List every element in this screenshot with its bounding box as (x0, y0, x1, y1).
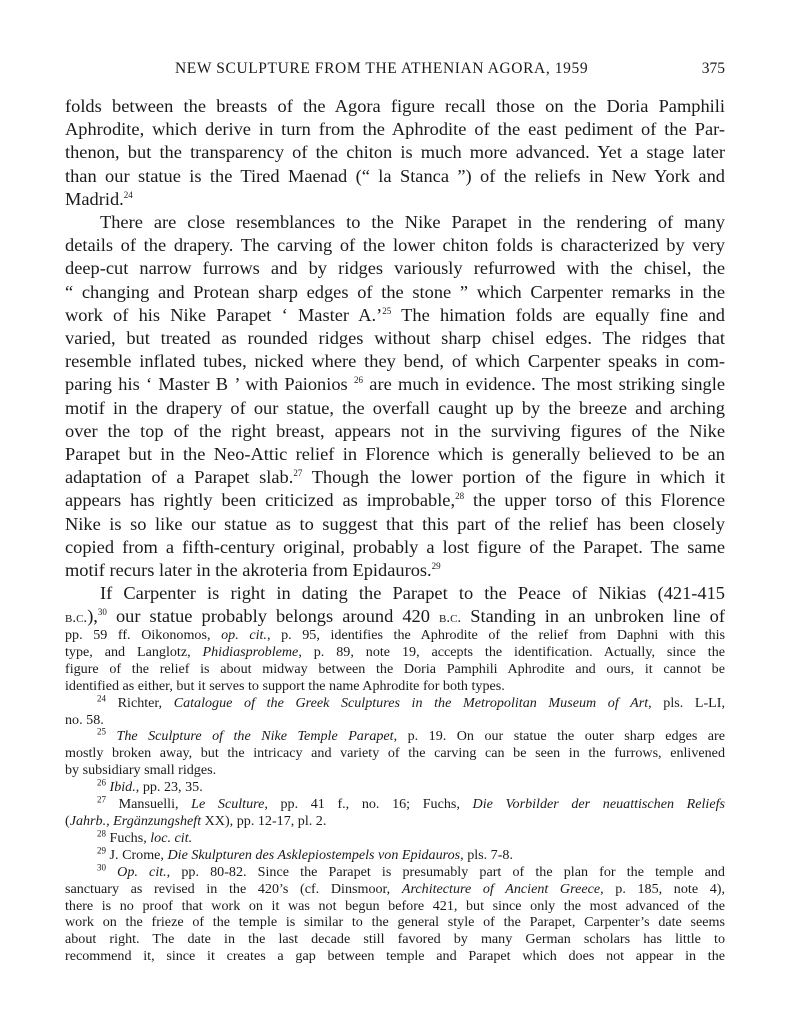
text-line: b.c.),$^{30}$ our statue probably belongs around 420 b.c. Standing in an unbroken line of (65, 606, 725, 627)
main-text (65, 95, 725, 631)
footnote-ref[interactable]: 30 (97, 607, 107, 618)
text-run: paring his ‘ Master B ’ with Paionios (65, 374, 348, 395)
running-title: NEW SCULPTURE FROM THE ATHENIAN AGORA, 1959 (175, 60, 589, 77)
text-line: figure of the relief is about midway between the Doria Pamphili Aphrodite and ours, it cannot be (65, 660, 725, 677)
footnote-27 (65, 796, 725, 830)
text-run: Though the lower portion of the figure in which it (311, 467, 725, 488)
text-run: Die Skulpturen des Asklepiostempels von Epidauros (167, 846, 461, 863)
text-run: , p. 95, identifies the Aphrodite of the relief from Daphni with this (266, 627, 725, 643)
text-line (65, 373, 725, 396)
footnote-number: 27 (97, 794, 106, 805)
text-run: are much in evidence. The most striking single (369, 374, 725, 395)
text-run: Op. cit. (117, 863, 167, 880)
text-line: Parapet but in the Neo-Attic relief in Florence which is generally believed to be an (65, 444, 725, 465)
footnote-number: 28 (97, 828, 106, 839)
text-run: , p. 185, note 4), (600, 880, 725, 897)
text-line: copied from a fifth-century original, probably a lost figure of the Parapet. The same (65, 536, 725, 557)
footnote-number: 30 (97, 862, 106, 872)
text-line: motif in the drapery of our statue, the overfall caught up by the breeze and arching (65, 397, 725, 418)
text-run: XX), pp. 12-17, pl. 2. (201, 812, 327, 829)
text-line (65, 813, 725, 830)
text-run: work of his Nike Parapet ‘ Master A.’ (65, 304, 383, 325)
text-run: Richter, (117, 694, 174, 711)
paragraph-1 (65, 95, 725, 211)
text-line: “ changing and Protean sharp edges of the stone ” which Carpenter remarks in the (65, 281, 725, 302)
text-line (65, 830, 725, 847)
text-line: There are close resemblances to the Nike Parapet in the rendering of many (100, 212, 725, 233)
text-line (65, 627, 725, 644)
text-line: folds between the breasts of the Agora figure recall those on the Doria Pamphili (65, 96, 725, 116)
footnote-ref[interactable]: 26 (354, 375, 363, 386)
text-run: b.c. (65, 610, 88, 627)
text-run: appears has rightly been criticized as improbable, (65, 490, 456, 511)
text-line: work on the frieze of the temple is similar to the general style of the Parapet, Carpenter’s date seems (65, 914, 725, 931)
text-run: the upper torso of this Florence (473, 490, 725, 511)
running-header (65, 60, 725, 82)
text-run: , pls. L-LI, (648, 694, 725, 711)
text-run: , p. 89, note 19, accepts the identification. Actually, since the (298, 643, 726, 660)
text-line: identified as either, but it serves to support the name Aphrodite for both types. (65, 677, 505, 694)
text-run: adaptation of a Parapet slab. (65, 467, 294, 488)
paragraph-3 (65, 582, 725, 630)
footnote-30 (65, 864, 725, 965)
footnote-continuation (65, 627, 725, 695)
text-run: Catalogue of the Greek Sculptures in the Metropolitan Museum of Art (173, 694, 649, 711)
text-run: Mansuelli, (118, 796, 192, 813)
footnote-number: 25 (97, 726, 106, 737)
text-line: about right. The date in the last decade still favored by many German scholars has little to (65, 931, 725, 948)
paragraph-2 (65, 211, 725, 582)
text-line: no. 58. (65, 711, 104, 728)
text-run: ( (65, 812, 70, 829)
text-run: J. Crome, (109, 846, 168, 863)
text-line (65, 779, 725, 796)
text-line: thenon, but the transparency of the chiton is much more advanced. Yet a stage later (65, 142, 725, 163)
text-line: details of the drapery. The carving of the lower chiton folds is characterized by very (65, 235, 725, 256)
text-line (65, 864, 725, 881)
text-run: b.c. (439, 610, 462, 627)
text-line (65, 304, 725, 327)
footnote-number: 24 (97, 692, 106, 703)
text-run: Architecture of Ancient Greece (401, 880, 601, 897)
footnote-ref[interactable]: 29 (431, 560, 441, 571)
footnote-26 (65, 779, 725, 796)
text-line: varied, but treated as rounded ridges without sharp chisel edges. The ridges that (65, 328, 725, 349)
footnote-28 (65, 830, 725, 847)
text-run: our statue probably belongs around 420 (115, 606, 430, 627)
text-line (65, 796, 725, 813)
footnote-24 (65, 692, 725, 729)
text-line (65, 847, 725, 864)
text-run: pp. 59 ff. Oikonomos, (65, 627, 222, 643)
text-run: op. cit. (221, 627, 267, 643)
text-line: If Carpenter is right in dating the Parapet to the Peace of Nikias (421-415 (100, 583, 725, 604)
text-run: The himation folds are equally fine and (401, 304, 725, 325)
text-run: , pls. 7-8. (460, 846, 513, 863)
page-number: 375 (701, 60, 725, 77)
text-line (65, 644, 725, 661)
text-line (65, 559, 725, 582)
text-run: , pp. 23, 35. (135, 779, 203, 796)
text-run: sanctuary as revised in the 420’s (cf. Dinsmoor, (65, 880, 402, 897)
text-line (65, 728, 725, 745)
text-line (65, 466, 725, 489)
text-line: there is no proof that work on it was not begun before 421, but since only the most advanced of the (65, 897, 725, 914)
footnote-25 (65, 728, 725, 779)
text-run: Die Vorbilder der neuattischen Reliefs (472, 796, 726, 813)
text-line: by subsidiary small ridges. (65, 762, 217, 779)
footnotes (65, 627, 725, 965)
text-line: recommend it, since it creates a gap between temple and Parapet which does not appear in the (65, 948, 725, 965)
text-line (65, 692, 725, 712)
text-run: Le Sculture (191, 796, 265, 813)
text-line: Nike is so like our statue as to suggest that this part of the relief has been closely (65, 513, 725, 534)
text-run: motif recurs later in the akroteria from Epidauros. (65, 560, 432, 581)
text-run: Fuchs, (109, 829, 151, 846)
text-run: , pp. 41 f., no. 16; Fuchs, (264, 796, 473, 813)
text-line (65, 188, 725, 211)
footnote-ref[interactable]: 28 (455, 491, 465, 502)
text-line (65, 489, 725, 512)
text-run: The Sculpture of the Nike Temple Parapet (116, 728, 394, 745)
text-run: , pp. 80-82. Since the Parapet is presumably part of the plan for the temple and (166, 863, 725, 880)
text-run: Jahrb., Ergänzungsheft (69, 812, 202, 829)
footnote-ref[interactable]: 24 (123, 189, 133, 200)
footnote-ref[interactable]: 27 (293, 468, 303, 479)
footnote-ref[interactable]: 25 (382, 305, 392, 316)
footnote-number: 26 (97, 777, 106, 788)
footnote-29 (65, 847, 725, 864)
text-line: deep-cut narrow furrows and by ridges variously refurrowed with the chisel, the (65, 258, 725, 279)
text-run: Ibid. (109, 779, 136, 796)
text-run: type, and Langlotz, (65, 643, 203, 660)
text-line: resemble inflated tubes, nicked where they bend, of which Carpenter speaks in com- (65, 351, 725, 372)
text-run: Phidiasprobleme (202, 643, 299, 660)
text-run: Madrid. (65, 188, 124, 209)
text-run: loc. cit. (150, 829, 193, 846)
text-line (65, 881, 725, 898)
text-run: Standing in an unbroken line of (470, 606, 725, 627)
text-run: , p. 19. On our statue the outer sharp edges are (393, 728, 725, 745)
text-line: Aphrodite, which derive in turn from the Aphrodite of the east pediment of the Par- (65, 119, 725, 140)
footnote-number: 29 (97, 845, 106, 856)
text-line: mostly broken away, but the intricacy and variety of the carving can be seen in the furrows, enlivened (65, 745, 725, 762)
text-line: over the top of the right breast, appears not in the surviving figures of the Nike (65, 420, 725, 441)
text-line: than our statue is the Tired Maenad (“ la Stanca ”) of the reliefs in New York and (65, 165, 725, 186)
